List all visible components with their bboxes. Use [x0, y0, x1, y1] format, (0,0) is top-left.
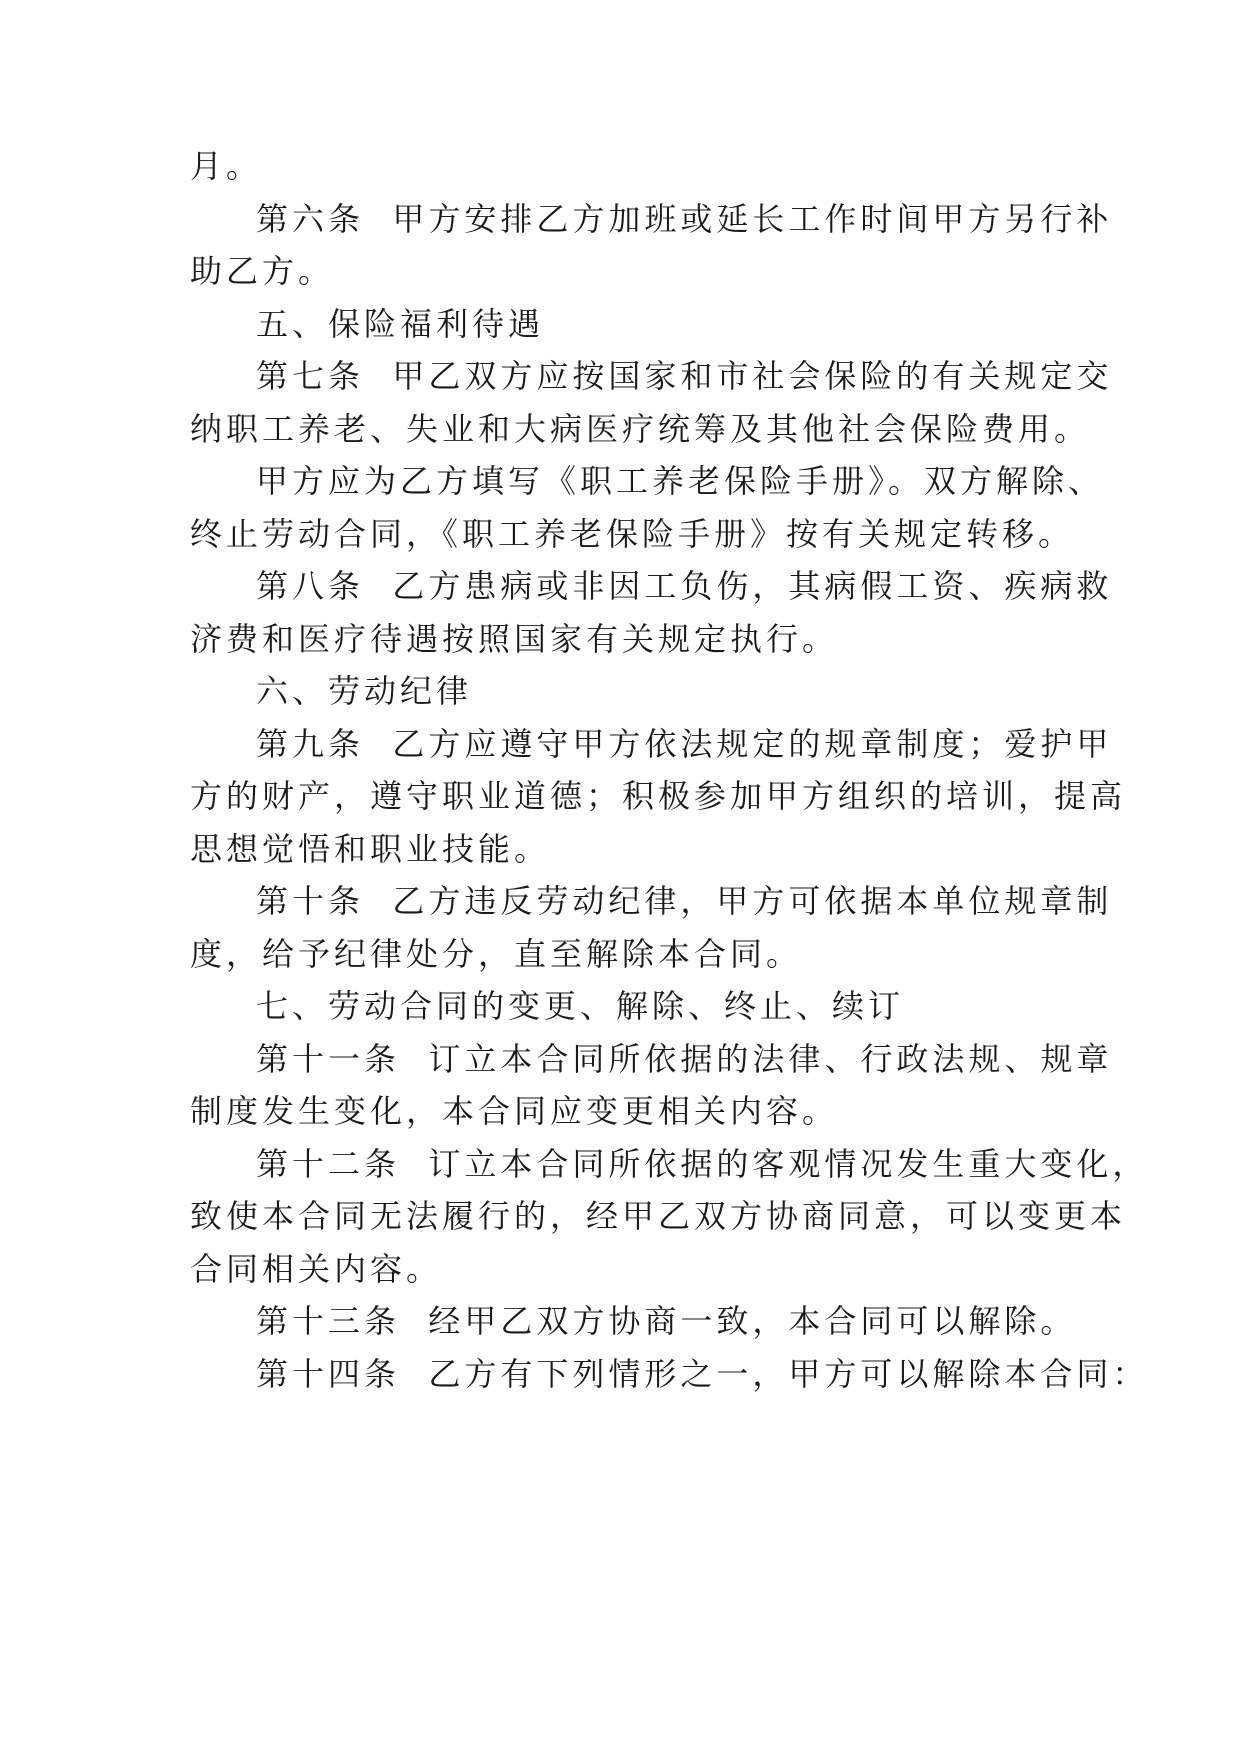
text-line: 制度发生变化，本合同应变更相关内容。	[190, 1092, 839, 1130]
text-line: 第十二条 订立本合同所依据的客观情况发生重大变化，	[256, 1145, 1149, 1183]
text-line: 济费和医疗待遇按照国家有关规定执行。	[190, 620, 839, 658]
text-line: 纳职工养老、失业和大病医疗统筹及其他社会保险费用。	[190, 410, 1091, 448]
text-line: 第十条 乙方违反劳动纪律，甲方可依据本单位规章制	[256, 882, 1113, 920]
text-line: 第十一条 订立本合同所依据的法律、行政法规、规章	[256, 1040, 1113, 1078]
text-line: 合同相关内容。	[190, 1250, 443, 1288]
section-heading: 七、劳动合同的变更、解除、终止、续订	[256, 987, 905, 1025]
text-line: 甲方应为乙方填写《职工养老保险手册》。双方解除、	[256, 462, 1105, 500]
text-line: 第九条 乙方应遵守甲方依法规定的规章制度；爱护甲	[256, 725, 1113, 763]
text-line: 助乙方。	[190, 252, 335, 290]
text-line: 第十四条 乙方有下列情形之一，甲方可以解除本合同：	[256, 1355, 1149, 1393]
text-line: 度，给予纪律处分，直至解除本合同。	[190, 935, 803, 973]
text-line: 第八条 乙方患病或非因工负伤，其病假工资、疾病救	[256, 567, 1113, 605]
section-heading: 六、劳动纪律	[256, 672, 473, 710]
text-line: 终止劳动合同，《职工养老保险手册》按有关规定转移。	[190, 515, 1075, 553]
text-line: 第六条 甲方安排乙方加班或延长工作时间甲方另行补	[256, 200, 1113, 238]
text-line: 思想觉悟和职业技能。	[190, 830, 551, 868]
text-line: 方的财产，遵守职业道德；积极参加甲方组织的培训，提高	[190, 777, 1127, 815]
text-line: 第七条 甲乙双方应按国家和市社会保险的有关规定交	[256, 357, 1113, 395]
text-line: 致使本合同无法履行的，经甲乙双方协商同意，可以变更本	[190, 1197, 1127, 1235]
text-line: 第十三条 经甲乙双方协商一致，本合同可以解除。	[256, 1302, 1077, 1340]
section-heading: 五、保险福利待遇	[256, 305, 545, 343]
text-line: 月。	[190, 147, 263, 185]
